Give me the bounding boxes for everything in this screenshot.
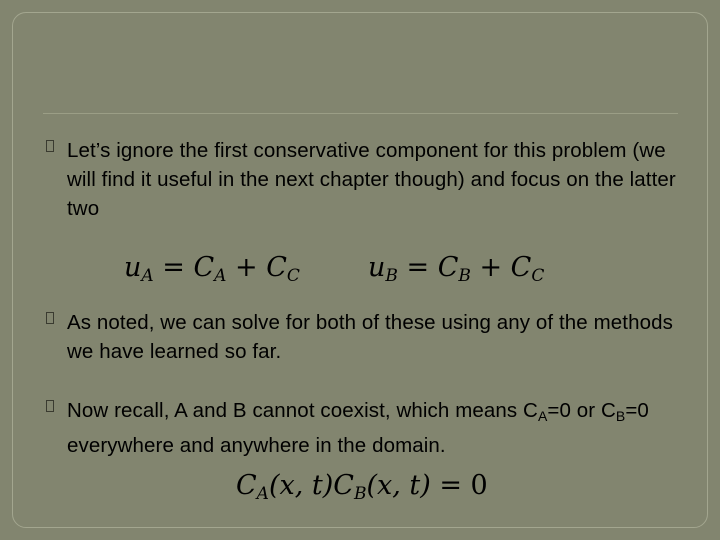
equation-product: $C_A(x$, $t)C_B(x$, t) = 0 [236, 470, 488, 504]
bullet-item-3 [46, 396, 686, 460]
equation-ua: $u_A = C_A + C_C$ [124, 252, 300, 286]
title-divider [43, 113, 678, 114]
bullet-marker-icon [46, 312, 54, 324]
bullet-item-1 [46, 136, 686, 223]
bullet-marker-icon [46, 140, 54, 152]
equation-ub: $u_B = C_B + C_C$ [368, 252, 545, 286]
bullet-marker-icon [46, 400, 54, 412]
bullet-text: Let’s ignore the first conservative component for this problem (we will find it useful in the next chapter though) and focus on the latter two [67, 139, 676, 220]
bullet-text: As noted, we can solve for both of these using any of the methods we have learned so far. [67, 311, 673, 363]
bullet-text: Now recall, A and B cannot coexist, which means CA=0 or CB=0 everywhere and anywhere in the domain. [67, 399, 649, 457]
bullet-item-2 [46, 308, 686, 366]
